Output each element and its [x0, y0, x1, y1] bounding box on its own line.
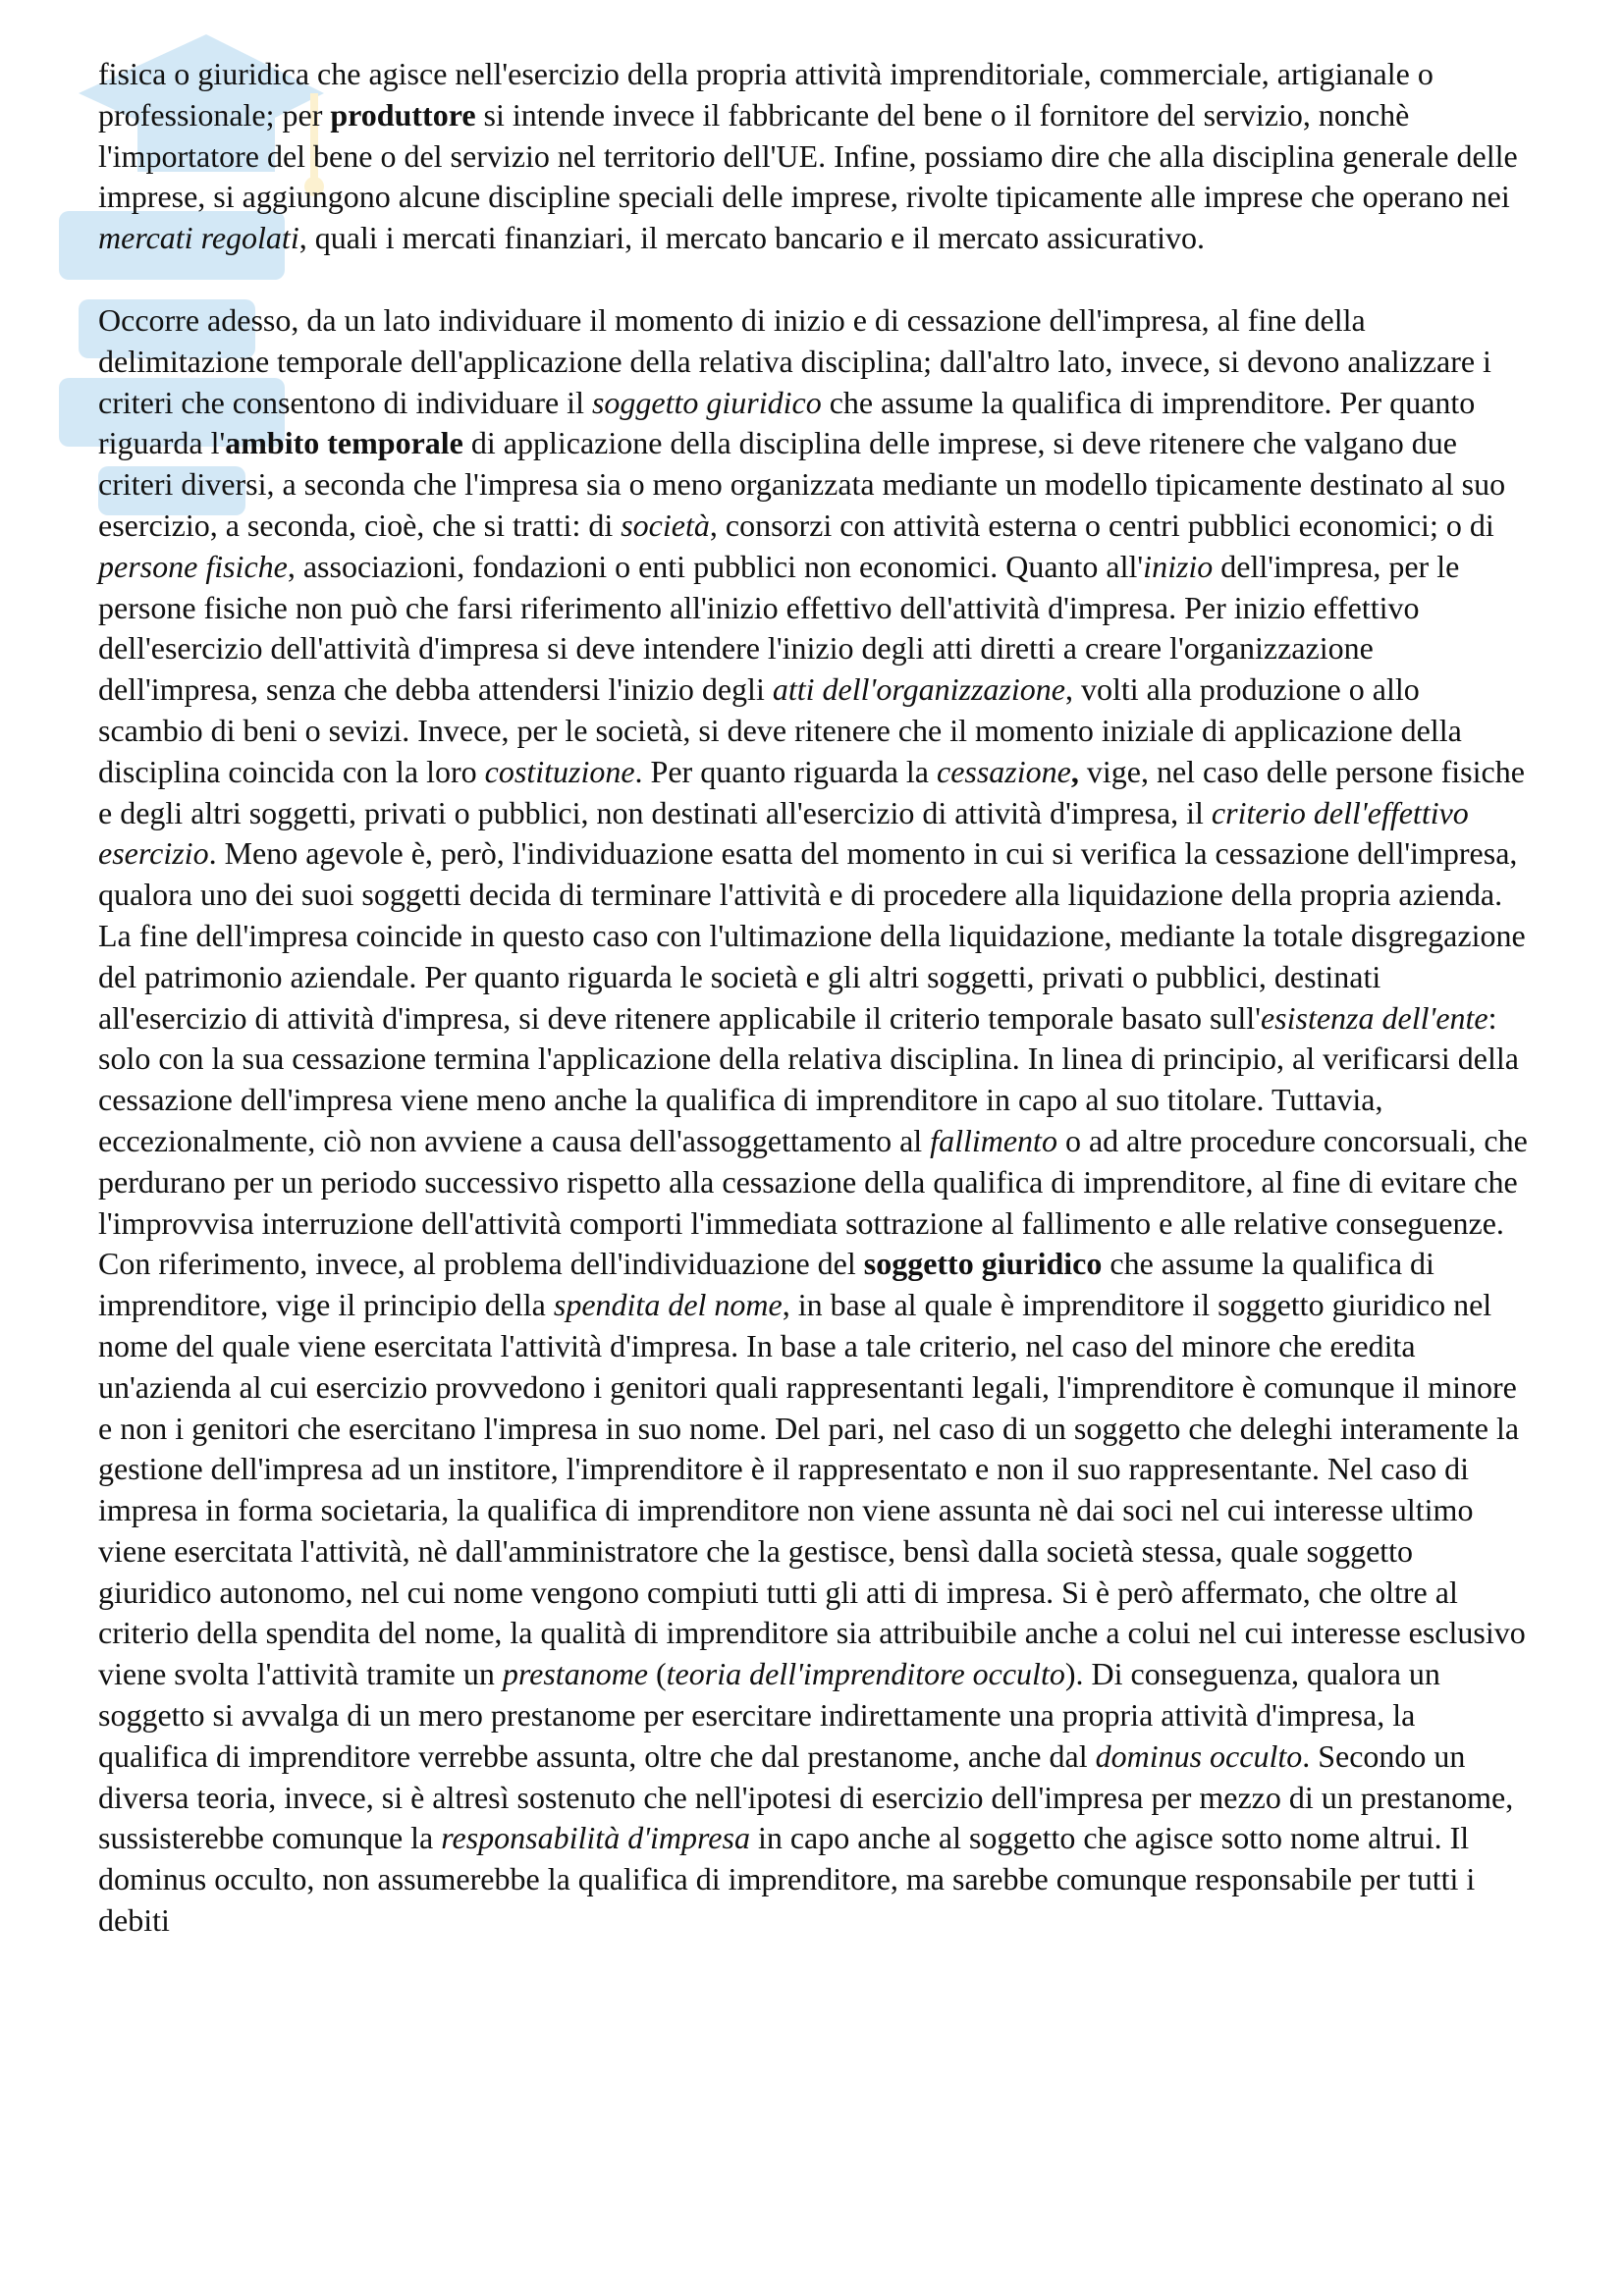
text-run: dell'impresa, per le persone fisiche non può che farsi riferimento all'inizio effettivo dell'attività d'impresa. Per inizio effettivo dell'esercizio dell'attività d'impresa si deve intendere l'inizio degli atti diretti a creare l'organizzazione dell'impresa, senza che debba attendersi l'inizio degli [98, 548, 1460, 708]
text-run: , quali i mercati finanziari, il mercato bancario e il mercato assicurativo. [298, 220, 1205, 256]
text-run: di applicazione della disciplina delle imprese, si deve ritenere che valgano due criteri diversi, a seconda che l'impresa sia o meno organizzata mediante un modello tipicamente destinato al suo esercizio, a seconda, cioè, che si tratti: di [98, 425, 1506, 543]
italic-text: cessazione [936, 753, 1071, 789]
text-run: . Meno agevole è, però, l'individuazione esatta del momento in cui si verifica la cessazione dell'impresa, qualora uno dei suoi soggetti decida di terminare l'attività e di procedere alla liquidazione della propria azienda. La fine dell'impresa coincide in questo caso con l'ultimazione della liquidazione, mediante la totale disgregazione del patrimonio aziendale. Per quanto riguarda le società e gli altri soggetti, privati o pubblici, destinati all'esercizio di attività d'impresa, si deve ritenere applicabile il criterio temporale basato sull' [98, 835, 1526, 1036]
italic-text: prestanome [502, 1656, 648, 1692]
italic-text: mercati regolati [98, 220, 299, 256]
text-run: o ad altre procedure concorsuali, che perdurano per un periodo successivo rispetto alla cessazione della qualifica di imprenditore, al fine di evitare che l'improvvisa interruzione dell'attività comporti l'immediata sottrazione al fallimento e alle relative conseguenze. Con riferimento, invece, al problema dell'individuazione del [98, 1122, 1528, 1282]
italic-text: teoria dell'imprenditore occulto [666, 1656, 1065, 1692]
italic-text: dominus occulto [1095, 1737, 1303, 1774]
text-run: che assume la qualifica di imprenditore, vige il principio della [98, 1246, 1434, 1323]
text-run: : solo con la sua cessazione termina l'applicazione della relativa disciplina. In linea di principio, al verificarsi della cessazione dell'impresa viene meno anche la qualifica di imprenditore in capo al suo titolare. Tuttavia, eccezionalmente, ciò non avviene a causa dell'assoggettamento al [98, 999, 1519, 1158]
text-run: , in base al quale è imprenditore il soggetto giuridico nel nome del quale viene esercitata l'attività d'impresa. In base a tale criterio, nel caso del minore che eredita un'azienda al cui esercizio provvedono i genitori quali rappresentanti legali, l'imprenditore è comunque il minore e non i genitori che esercitano l'impresa in suo nome. Del pari, nel caso di un soggetto che deleghi interamente la gestione dell'impresa ad un institore, l'imprenditore è il rappresentato e non il suo rappresentante. Nel caso di impresa in forma societaria, la qualifica di imprenditore non viene assunta nè dai soci nel cui interesse ultimo viene esercitata l'attività, nè dall'amministratore che la gestisce, bensì dalla società stessa, quale soggetto giuridico autonomo, nel cui nome vengono compiuti tutti gli atti di impresa. Si è però affermato, che oltre al criterio della spendita del nome, la qualità di imprenditore sia attribuibile anche a colui nel cui interesse esclusivo viene svolta l'attività tramite un [98, 1287, 1526, 1692]
italic-text: inizio [1143, 548, 1214, 584]
text-run: , associazioni, fondazioni o enti pubblici non economici. Quanto all' [287, 548, 1144, 584]
paragraph-2 [98, 300, 1532, 1942]
italic-text: persone fisiche [98, 548, 288, 584]
italic-text: atti dell'organizzazione [772, 671, 1065, 708]
bold-text: soggetto giuridico [863, 1246, 1103, 1282]
text-run: Occorre adesso, da un lato individuare il momento di inizio e di cessazione dell'impresa, al fine della delimitazione temporale dell'applicazione della relativa disciplina; dall'altro lato, invece, si devono analizzare i criteri che consentono di individuare il [98, 301, 1491, 420]
bold-text: produttore [330, 96, 476, 133]
italic-text: responsabilità d'impresa [441, 1820, 750, 1856]
text-run: , volti alla produzione o allo scambio di beni o sevizi. Invece, per le società, si deve ritenere che il momento iniziale di applicazione della disciplina coincida con la loro [98, 671, 1462, 789]
text-run: . Secondo un diversa teoria, invece, si è altresì sostenuto che nell'ipotesi di esercizio dell'impresa per mezzo di un prestanome, sussisterebbe comunque la [98, 1737, 1514, 1856]
text-run: , consorzi con attività esterna o centri pubblici economici; o di [709, 507, 1494, 543]
text-run: in capo anche al soggetto che agisce sotto nome altrui. Il dominus occulto, non assumerebbe la qualifica di imprenditore, ma sarebbe comunque responsabile per tutti i debiti [98, 1820, 1476, 1939]
bold-text: , [1070, 753, 1079, 789]
text-run: vige, nel caso delle persone fisiche e degli altri soggetti, privati o pubblici, non destinati all'esercizio di attività d'impresa, il [98, 753, 1525, 830]
text-run: . Per quanto riguarda la [634, 753, 937, 789]
italic-text: spendita del nome [553, 1287, 783, 1323]
text-run: che assume la qualifica di imprenditore. Per quanto riguarda l' [98, 384, 1476, 461]
italic-text: esistenza dell'ente [1260, 999, 1488, 1036]
text-run: si intende invece il fabbricante del bene o il fornitore del servizio, nonchè l'importatore del bene o del servizio nel territorio dell'UE. Infine, possiamo dire che alla disciplina generale delle imprese, si aggiungono alcune discipline speciali delle imprese, rivolte tipicamente alle imprese che operano nei [98, 96, 1518, 215]
paragraph-1 [98, 54, 1532, 259]
text-run: fisica o giuridica che agisce nell'esercizio della propria attività imprenditoriale, commerciale, artigianale o professionale; per [98, 56, 1434, 133]
text-run: ( [648, 1656, 667, 1692]
italic-text: fallimento [930, 1122, 1057, 1158]
italic-text: costituzione [484, 753, 635, 789]
italic-text: società [621, 507, 710, 543]
italic-text: soggetto giuridico [591, 384, 822, 420]
bold-text: ambito temporale [225, 425, 463, 461]
text-run: ). Di conseguenza, qualora un soggetto si avvalga di un mero prestanome per esercitare indirettamente una propria attività d'impresa, la qualifica di imprenditore verrebbe assunta, oltre che dal prestanome, anche dal [98, 1656, 1440, 1774]
document-page [98, 54, 1532, 1942]
italic-text: criterio dell'effettivo esercizio [98, 794, 1469, 872]
